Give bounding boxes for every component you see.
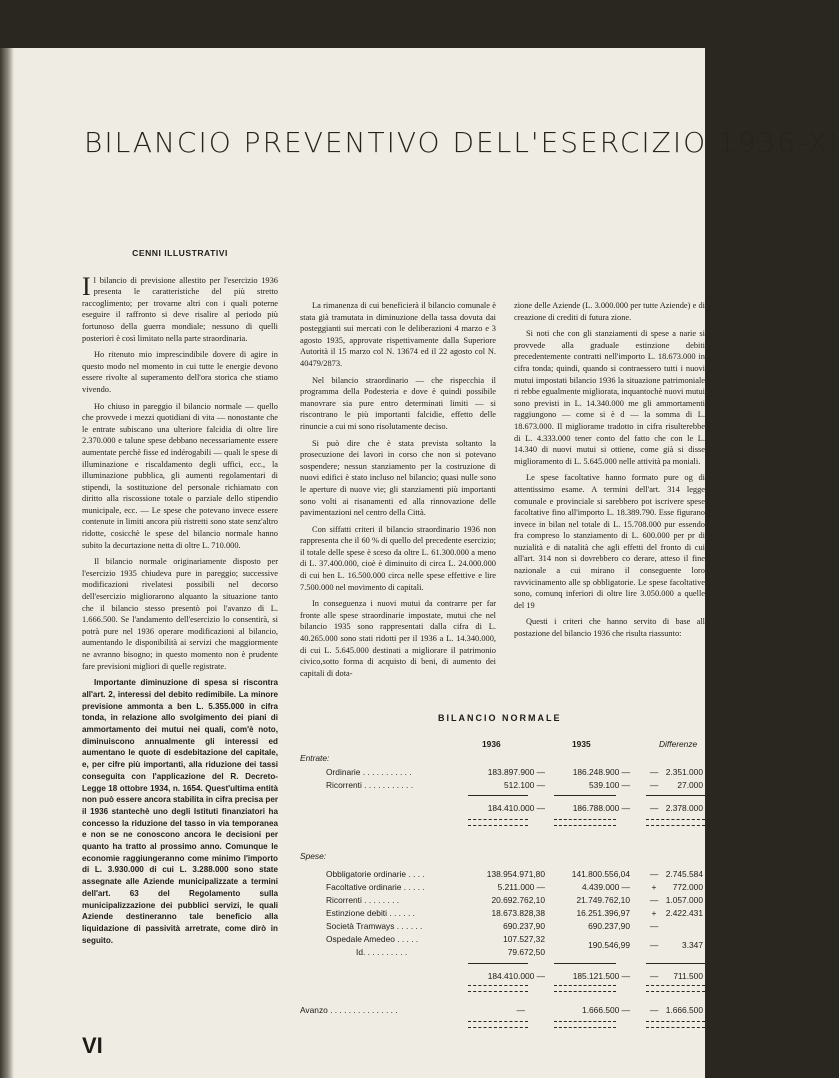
sum-line (468, 795, 528, 796)
diff-sign: + (651, 908, 657, 918)
paragraph: Ho ritenuto mio imprescindibile dovere di agire in questo modo nel momento in cui tutte le energie devono essere rivolte al superamento dell'ora storica che stiamo vivendo. (82, 350, 278, 394)
paragraph: Con siffatti criteri il bilancio straordinario 1936 non rappresenta che il 60 % di quello del precedente esercizio; il totale delle spese è sceso da oltre L. 61.300.000 a meno di L. 37.400.000, cioè è diminuito di circa L. 24.000.000 di cui ben L. 16.500.000 circa nelle spese effettive e lire 7.500.000 nel movimento di capitali. (300, 524, 496, 592)
value-diff: 3.347 (682, 940, 703, 950)
spese-label: Spese: (300, 851, 327, 861)
total-1935: 185.121.500 — (572, 971, 630, 981)
value-1935: 1.666.500 — (582, 1005, 630, 1015)
value-1935: 141.800.556,04 (571, 869, 630, 879)
row-label: Ricorrenti . . . . . . . . . . . (326, 780, 414, 790)
row-label: Id. . . . . . . . . . (356, 947, 408, 957)
header-1935: 1935 (572, 739, 591, 749)
row-label: Avanzo . . . . . . . . . . . . . . . (300, 1005, 398, 1015)
value-1936: 107.527,32 (503, 934, 545, 944)
row-label: Ricorrenti . . . . . . . . (326, 895, 400, 905)
double-rule (468, 985, 528, 992)
sum-line (554, 795, 616, 796)
value-1935: 690.237,90 (588, 921, 630, 931)
paragraph: zione delle Aziende (L. 3.000.000 per tutte Aziende) e di creazione di crediti di futura zione. (514, 301, 705, 322)
value-1936: 79.672,50 (507, 947, 545, 957)
double-rule (646, 1021, 705, 1028)
value-1935: 16.251.396,97 (576, 908, 630, 918)
sum-line (468, 963, 528, 964)
entrate-label: Entrate: (300, 753, 330, 763)
value-diff: 2.745.584 (665, 869, 703, 879)
table-row (300, 767, 705, 779)
paragraph: Il bilancio normale originariamente disposto per l'esercizio 1935 chiudeva pure in pareggio; successive modificazioni rivelatesi possibili nel decorso dell'esercizio migliorarono alquanto la situazione tanto che il bilancio stesso presentò poi l'avanzo di L. 1.666.500. Se l'andamento dell'esercizio lo consentirà, si potrà pure nel 1936 operare modificazioni al bilancio, aumentando le disponibilità ai servizi che maggiormente ne avranno bisogno; in questo momento non è prudente fare previsioni migliori di quelle registrate. (82, 557, 278, 671)
drop-cap: I (82, 271, 91, 301)
value-1935: 186.248.900 — (572, 767, 630, 777)
value-diff: 27.000 (677, 780, 703, 790)
section-heading: CENNI ILLUSTRATIVI (132, 248, 228, 258)
row-label: Obbligatorie ordinarie . . . . (326, 869, 425, 879)
header-differenze: Differenze (659, 739, 698, 749)
value-1936: 18.673.828,38 (491, 908, 545, 918)
total-row (300, 971, 705, 983)
header-1936: 1936 (482, 739, 501, 749)
diff-sign: + (651, 882, 657, 892)
table-row (300, 908, 705, 920)
total-row (300, 803, 705, 815)
diff-sign: — (650, 1005, 659, 1015)
diff-sign: — (650, 921, 659, 931)
paragraph: Si può dire che è stata prevista soltanto la prosecuzione dei lavori in corso che non si potevano sospendere; nessun stanziamento per la costruzione di nuovi edifici è stato incluso nel bilancio; quasi nulle sono le aperture di nuove vie; gli stanziamenti più importanti sono volti ai risanamenti ed alla rinnovazione delle pavimentazioni nel centro della Città. (300, 438, 496, 518)
value-1935: 21.749.762,10 (576, 895, 630, 905)
diff-sign: — (650, 971, 659, 981)
sum-line (646, 795, 705, 796)
value-1936: 5.211.000 — (497, 882, 545, 892)
value-1936: 138.954.971,80 (486, 869, 545, 879)
total-1936: 184.410.000 — (487, 803, 545, 813)
value-diff: 1.666.500 (665, 1005, 703, 1015)
diff-sign: — (650, 767, 659, 777)
diff-sign: — (650, 780, 659, 790)
value-1936: — (516, 1005, 525, 1015)
avanzo-row (300, 1005, 705, 1017)
double-rule (646, 985, 705, 992)
diff-sign: — (650, 940, 659, 950)
double-rule (468, 1021, 528, 1028)
value-diff: 2.351.000 (665, 767, 703, 777)
total-1935: 186.788.000 — (572, 803, 630, 813)
table-row (300, 934, 705, 950)
diff-sign: — (650, 803, 659, 813)
total-diff: 2.378.000 (665, 803, 703, 813)
value-1936: 183.897.900 — (487, 767, 545, 777)
sum-line (646, 963, 705, 964)
paragraph: Questi i criteri che hanno servito di base all postazione del bilancio 1936 che risulta riassunto: (514, 617, 705, 639)
value-1935: 4.439.000 — (582, 882, 630, 892)
value-diff: 1.057.000 (665, 895, 703, 905)
double-rule (554, 985, 616, 992)
paragraph: Nel bilancio straordinario — che rispecchia il programma della Podesteria e dove è quindi possibile manovrare sia pure entro determinati limiti — si riscontrano le più importanti falcidie, effetto delle rinuncie a cui mi sono risolutamente deciso. (300, 375, 496, 431)
sum-line (554, 963, 616, 964)
page-number: VI (82, 1033, 103, 1058)
table-title: BILANCIO NORMALE (438, 713, 562, 723)
text-column-2 (300, 300, 496, 684)
value-1935: 539.100 — (589, 780, 630, 790)
row-label: Ordinarie . . . . . . . . . . . (326, 767, 412, 777)
bold-paragraph: Importante diminuzione di spesa si riscontra all'art. 2, interessi del debito redimibile. La minore previsione ammonta a ben L. 5.355.000 in cifra tonda, in relazione allo svolgimento dei piani di ammortamento dei mutui nei quali, com'è noto, diminuiscono annualmente gli interessi ed aumentano le quote di esdebitazione del capitale, e, per cifre più importanti, alla riduzione dei tassi conseguita con l'applicazione del R. Decreto-Legge 18 ottobre 1934, n. 1654. Quest'ultima entità non può essere ancora stabilita in cifra precisa per il 1936 stantechè uno degli Istituti finanziatori ha concesso la riduzione del tasso in via temporanea e non se ne conoscono ancora le decisioni per quanto ha tratto al prossimo anno. Comunque le economie raggiungeranno come minimo l'importo di L. 3.930.000 di cui L. 3.288.000 sono state assegnate alle Aziende municipalizzate a termini dell'art. 63 del Regolamento sulla municipalizzazione dei pubblici servizi, le quali Aziende destineranno tale beneficio alla liquidazione di passività arretrate, come dirò in seguito. (82, 678, 278, 945)
paragraph: Ho chiuso in pareggio il bilancio normale — quello che provvede i mezzi quotidiani di vita — nonostante che le entrate subiscano una ulteriore falcidia di oltre lire 2.370.000 e talune spese debbano necessariamente essere aumentate perchè fisse ed indérogabili — quali le spese di illuminazione e riscaldamento degli uffici, ecc., la illuminazione pubblica, gli aumenti regolamentari di stipendi, la sostituzione del personale richiamato con diritto alla riscossione totale o parziale dello stipendio municipale, ecc. — Le spese che potevano invece essere contenute in limiti ancora più ristretti sono state senz'altro ridotte, cosicchè le spese del bilancio normale hanno subito la decurtazione netta di oltre L. 710.000. (82, 401, 278, 550)
table-row (300, 947, 705, 959)
table-row (300, 921, 705, 933)
page-title: BILANCIO PREVENTIVO DELL'ESERCIZIO 1936-XI (84, 126, 839, 159)
diff-sign: — (650, 895, 659, 905)
total-1936: 184.410.000 — (487, 971, 545, 981)
text-column-3 (514, 300, 705, 645)
table-row (300, 869, 705, 881)
value-1936: 20.692.762,10 (491, 895, 545, 905)
table-row (300, 780, 705, 792)
paragraph: Si noti che con gli stanziamenti di spese a narie si provvede alla graduale estinzione debiti precedentemente contratti nell'importo L. 18.673.000 in cifra tonda; quindi, quando si contraessero tutti i nuovi mutui impostati bilancio 1936 la situazione patrimoniale ri rebbe egualmente migliorata, inquantochè nuovi mutui sono previsti in L. 14.340.000 me gli ammortamenti raggiungono — come si è d — la somma di L. 18.673.000. Il migliorame tradotto in cifra risulterebbe di L. 4.333.000 tener conto del fatto che con le L. 14.340 di nuovi mutui si ottiene, come già si disse miglioramento di L. 5.645.000 nelle attività pa moniali. (514, 329, 705, 466)
total-diff: 711.500 (673, 971, 703, 981)
double-rule (468, 819, 528, 826)
value-1935: 190.546,99 (588, 940, 630, 950)
row-label: Facoltative ordinarie . . . . . (326, 882, 425, 892)
paragraph: In conseguenza i nuovi mutui da contrarre per far fronte alle spese straordinarie impostate, mutui che nel bilancio 1935 sono rappresentati dalla cifra di L. 40.265.000 sono stati ridotti per il 1936 a L. 14.340.000, di cui L. 5.645.000 destinati a migliorare il patrimonio civico,sotto forma di acquisto di beni, di aumento dei capitali di dota- (300, 599, 496, 678)
document-page (0, 48, 839, 1078)
paragraph: Le spese facoltative hanno formato pure og di attentissimo esame. A termini dell'art. 314 legge comunale e provinciale si sarebbero pot iscrivere spese facoltative fino all'importo L. 18.389.790. Esse figurano invece in bilan nel totale di L. 15.708.000 pur essendo fra compreso lo stanziamento di L. 600.000 per pr di nuzialità e di natalità che agli effetti del fronto di cui all'art. 314 non si dovrebbero co derare, atteso il fine nazionale a cui mirano il conseguente loro ravvicinamento alle sp obbligatorie. Le spese facoltative sono, comunq inferiori di oltre lire 3.050.000 a quelle del 19 (514, 473, 705, 610)
row-label: Estinzione debiti . . . . . . (326, 908, 415, 918)
paragraph: La rimanenza di cui beneficierà il bilancio comunale è stata già tramutata in diminuzione della tassa dovuta dai posteggianti sui mercati con le deliberazioni 4 marzo e 3 agosto 1935, approvate rispettivamente dalla Superiore Autorità il 15 marzo col N. 13674 ed il 22 agosto col N. 40479/2873. (300, 301, 496, 368)
diff-sign: — (650, 869, 659, 879)
double-rule (646, 819, 705, 826)
table-row (300, 895, 705, 907)
value-diff: 772.000 (672, 882, 703, 892)
table-row (300, 882, 705, 894)
row-label: Società Tramways . . . . . . (326, 921, 423, 931)
binding-spine (0, 48, 14, 1078)
value-diff: 2.422.431 (665, 908, 703, 918)
double-rule (554, 819, 616, 826)
value-1936: 690.237,90 (503, 921, 545, 931)
paragraph: Il bilancio di previsione allestito per l'esercizio 1936 presenta le caratteristiche del più stretto raccoglimento; per trovarne altri con i quali poterne eseguire il raffronto si deve risalire al periodo più fortunoso della guerra mondiale; nessuno di quelli posteriori è così limitato nella parte straordinaria. (82, 271, 278, 343)
value-1936: 512.100 — (504, 780, 545, 790)
row-label: Ospedale Amedeo . . . . . (326, 934, 419, 944)
double-rule (554, 1021, 616, 1028)
text-column-1 (82, 248, 278, 951)
